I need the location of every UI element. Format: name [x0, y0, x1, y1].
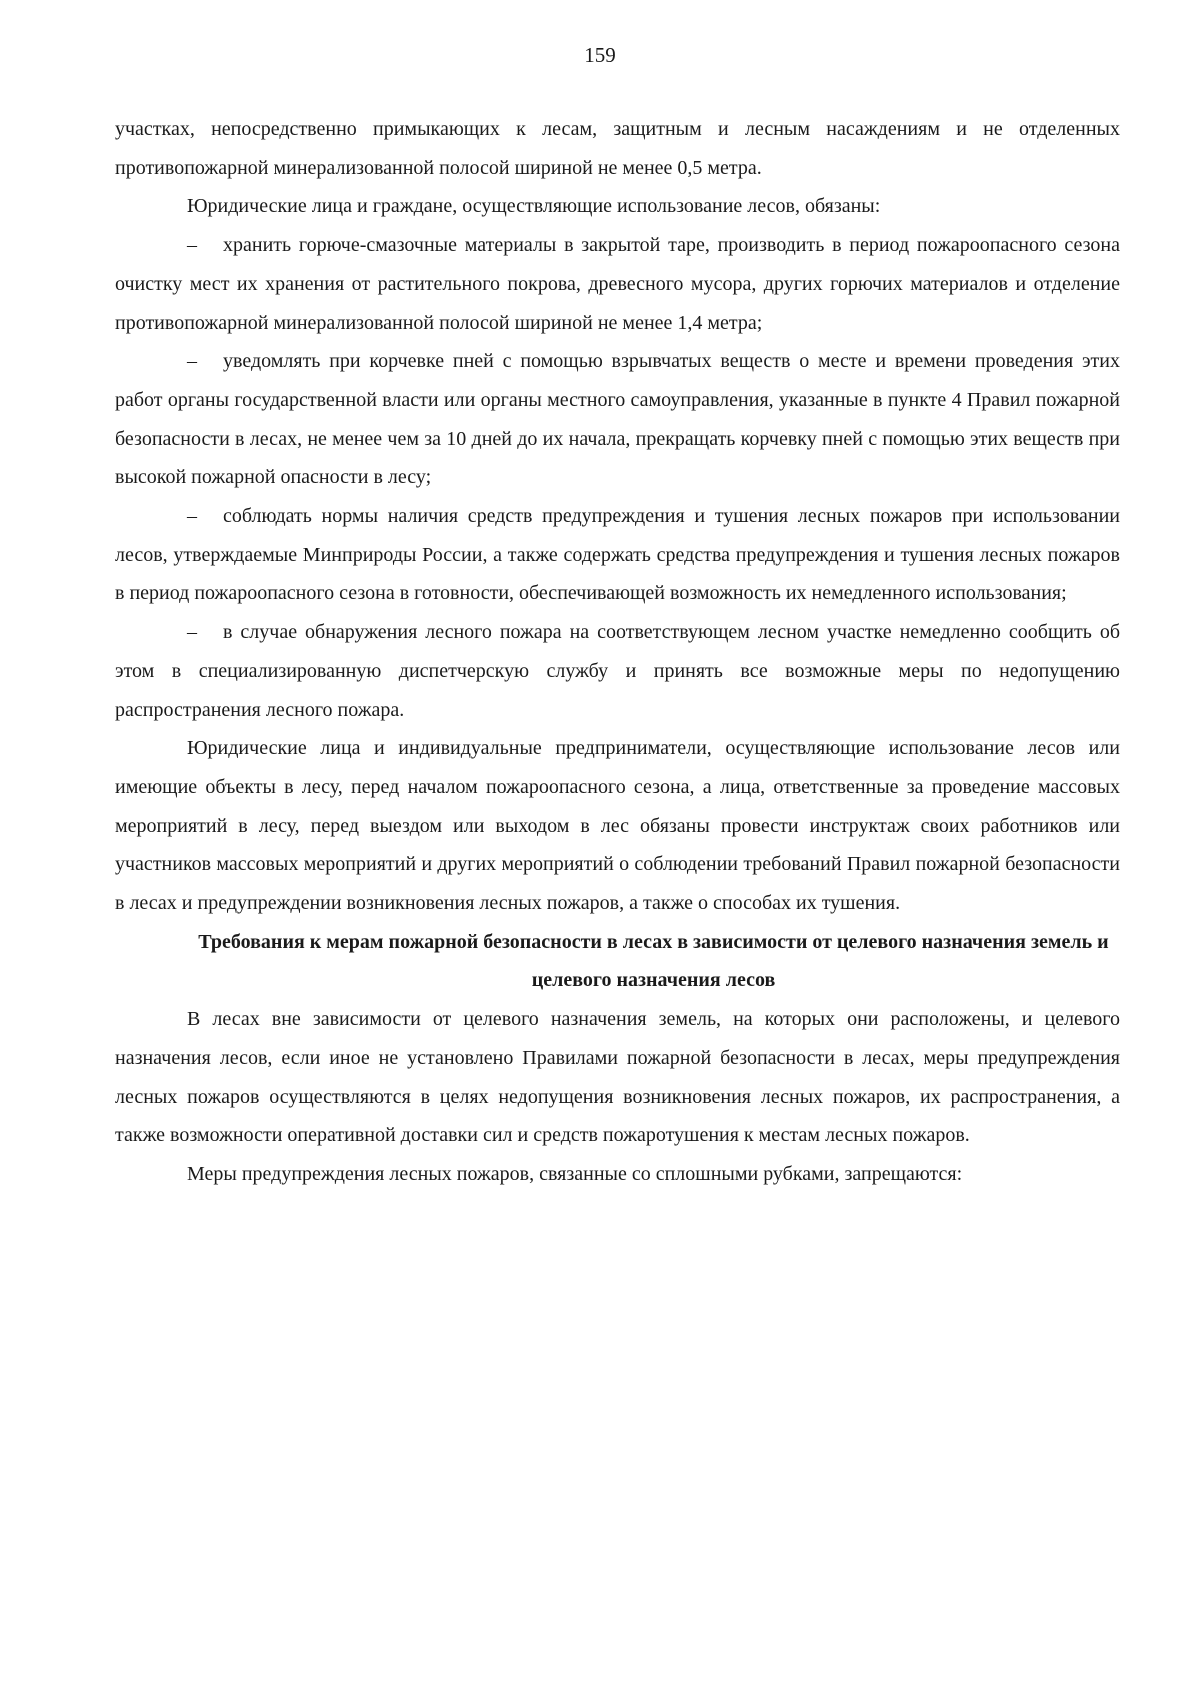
- instruction-paragraph: Юридические лица и индивидуальные предприниматели, осуществляющие использование лесов или имеющие объекты в лесу, перед началом пожароопасного сезона, а лица, ответственные за проведение массовых мероприятий в лесу, перед выездом или выходом в лес обязаны провести инструктаж своих работников или участников массовых мероприятий и других мероприятий о соблюдении требований Правил пожарной безопасности в лесах и предупреждении возникновения лесных пожаров, а также о способах их тушения.: [115, 737, 1120, 915]
- list-item-text: хранить горюче-смазочные материалы в закрытой таре, производить в период пожароопасного сезона очистку мест их хранения от растительного покрова, древесного мусора, других горючих материалов и отделение противопожарной минерализованной полосой шириной не менее 1,4 метра;: [115, 234, 1120, 334]
- list-dash: –: [187, 505, 197, 528]
- list-dash: –: [187, 350, 197, 373]
- section-heading: Требования к мерам пожарной безопасности в лесах в зависимости от целевого назначения земель и целевого назначения лесов: [198, 930, 1109, 992]
- page-number: 159: [584, 43, 616, 67]
- section-paragraph: Меры предупреждения лесных пожаров, связанные со сплошными рубками, запрещаются:: [187, 1162, 963, 1185]
- list-item: [115, 497, 1120, 613]
- list-item-text: соблюдать нормы наличия средств предупреждения и тушения лесных пожаров при использовании лесов, утверждаемые Минприроды России, а также содержать средства предупреждения и тушения лесных пожаров в период пожароопасного сезона в готовности, обеспечивающей возможность их немедленного использования;: [115, 505, 1120, 605]
- obligations-intro-paragraph: Юридические лица и граждане, осуществляющие использование лесов, обязаны:: [187, 195, 881, 218]
- list-item: [115, 613, 1120, 729]
- list-dash: –: [187, 234, 197, 257]
- list-item-text: в случае обнаружения лесного пожара на соответствующем лесном участке немедленно сообщить об этом в специализированную диспетчерскую службу и принять все возможные меры по недопущению распространения лесного пожара.: [115, 621, 1120, 721]
- continued-paragraph: участках, непосредственно примыкающих к лесам, защитным и лесным насаждениям и не отделенных противопожарной минерализованной полосой шириной не менее 0,5 метра.: [115, 118, 1120, 179]
- list-dash: –: [187, 621, 197, 644]
- list-item: [115, 342, 1120, 497]
- list-item: [115, 226, 1120, 342]
- page-body: [115, 110, 1120, 1194]
- list-item-text: уведомлять при корчевке пней с помощью взрывчатых веществ о месте и времени проведения этих работ органы государственной власти или органы местного самоуправления, указанные в пункте 4 Правил пожарной безопасности в лесах, не менее чем за 10 дней до их начала, прекращать корчевку пней с помощью этих веществ при высокой пожарной опасности в лесу;: [115, 350, 1120, 489]
- section-paragraph: В лесах вне зависимости от целевого назначения земель, на которых они расположены, и целевого назначения лесов, если иное не установлено Правилами пожарной безопасности в лесах, меры предупреждения лесных пожаров осуществляются в целях недопущения возникновения лесных пожаров, их распространения, а также возможности оперативной доставки сил и средств пожаротушения к местам лесных пожаров.: [115, 1008, 1120, 1147]
